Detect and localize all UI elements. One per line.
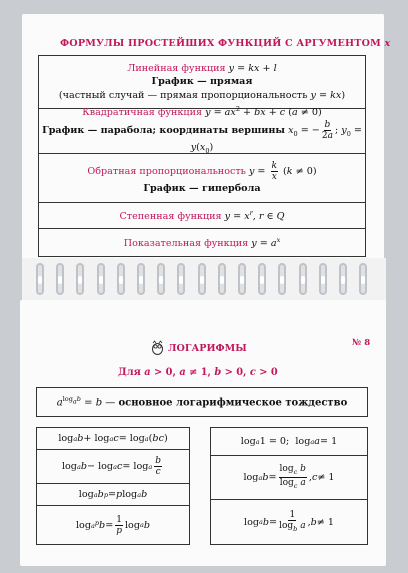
exponential-function-title: Показательная функция [123, 238, 249, 250]
reciprocal-log-formula: log a b = $\frac{1}{\log_b a}$ , b ≠ 1 [244, 510, 334, 533]
power-function-formula: $y = x^r$, r ∈ Q [224, 209, 285, 223]
binding-ring [97, 263, 105, 295]
linear-special-case: (частный случай — прямая пропорциональность y = kx) [58, 89, 346, 101]
inverse-proportion-row [39, 154, 365, 203]
quadratic-function-row [39, 105, 365, 156]
owl-icon [151, 340, 164, 355]
functions-table [38, 55, 366, 257]
log-basic-values-formula: log a 1 = 0; log a a = 1 [211, 428, 367, 456]
binding-ring [319, 263, 327, 295]
binding-ring [299, 263, 307, 295]
log-difference-formula: log a b − log a c = log a $\frac{b}{c}$ [37, 450, 189, 484]
binding-ring [117, 263, 125, 295]
binding-ring [198, 263, 206, 295]
exponential-function-formula: $y = a^x$ [251, 236, 281, 250]
binding-ring [339, 263, 347, 295]
binding-ring [258, 263, 266, 295]
binding-ring [56, 263, 64, 295]
log-sum-formula: log a b + log a c = log a ( bc ) [37, 428, 189, 450]
binding-ring [238, 263, 246, 295]
quadratic-function-formula: $y = ax^2$ + bx + c (a ≠ 0) [205, 105, 322, 119]
binding-ring [76, 263, 84, 295]
log-identity-formula: $a^{log_ab} = b$ — основное логарифмическое тождество [56, 395, 348, 409]
linear-function-title: Линейная функция [127, 62, 226, 74]
page-number: № 8 [352, 338, 371, 348]
vertex-formula: $x_0$ = − $\frac{b}{2a}$ ; $y_0 = y(x_0)$ [190, 119, 362, 156]
binding-ring [218, 263, 226, 295]
log-power-formula: log a b p = p log a b [37, 484, 189, 506]
power-function-title: Степенная функция [119, 211, 222, 223]
inverse-proportion-formula: y = $\frac{k}{x}$ (k ≠ 0) [248, 160, 317, 182]
linear-graph-line: График — прямая [151, 76, 253, 88]
log-condition: Для a > 0, a ≠ 1, b > 0, c > 0 [118, 367, 278, 378]
binding-ring [157, 263, 165, 295]
binding-ring [177, 263, 185, 295]
log-base-power-formula: log $a^p$ b = $\frac{1}{p}$ log a b [75, 514, 151, 536]
binding-ring [359, 263, 367, 295]
binding-ring [137, 263, 145, 295]
quadratic-graph-line: График — парабола; координаты вершины [42, 124, 286, 136]
exponential-function-row [39, 229, 365, 256]
binding-ring [36, 263, 44, 295]
log-identity-box [36, 387, 368, 417]
power-function-row [39, 203, 365, 229]
functions-header [60, 38, 390, 49]
logarithms-title: ЛОГАРИФМЫ [168, 343, 247, 354]
inverse-proportion-title: Обратная пропорциональность [87, 165, 246, 177]
quadratic-function-title: Квадратичная функция [82, 107, 203, 119]
log-properties-right [210, 427, 368, 545]
functions-header-text: ФОРМУЛЫ ПРОСТЕЙШИХ ФУНКЦИЙ С АРГУМЕНТОМ x [60, 38, 391, 49]
change-of-base-formula: log a b = $\frac{\log_c b}{\log_c a}$ , c ≠ 1 [211, 456, 367, 500]
log-properties-left [36, 427, 190, 545]
binding-ring [278, 263, 286, 295]
linear-function-row [39, 56, 365, 109]
linear-function-formula: y = kx + l [228, 62, 277, 74]
hyperbola-line: График — гипербола [143, 182, 261, 194]
